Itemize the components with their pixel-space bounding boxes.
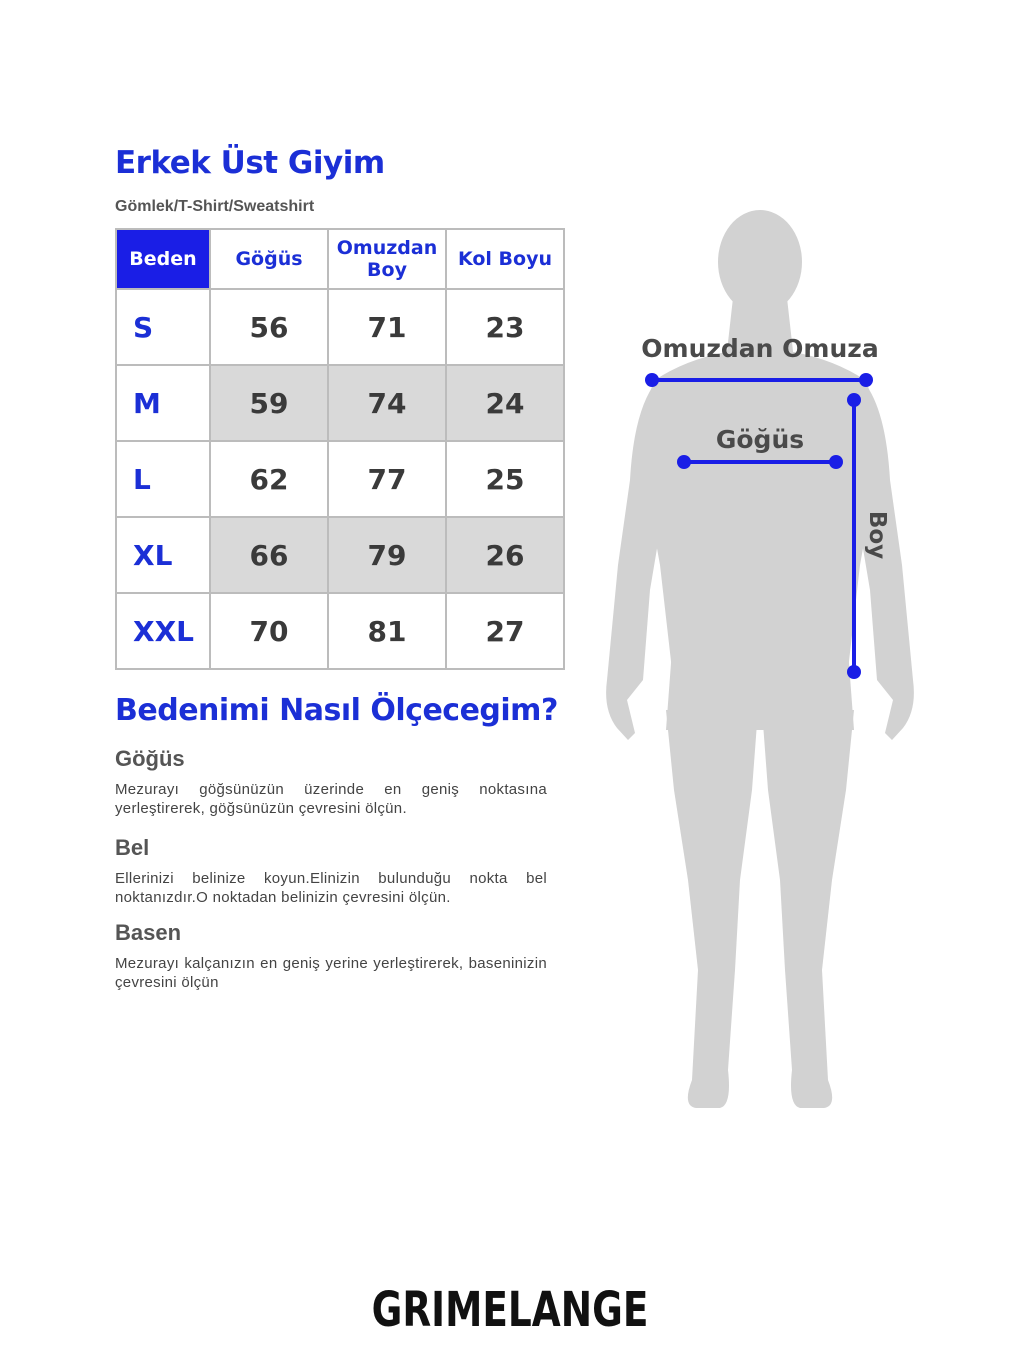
- size-cell: XL: [116, 517, 210, 593]
- page-title: Erkek Üst Giyim: [115, 145, 385, 181]
- size-cell: XXL: [116, 593, 210, 669]
- column-header-omuzdan-boy: Omuzdan Boy: [328, 229, 446, 289]
- kol-boyu-cell: 24: [446, 365, 564, 441]
- table-row: [116, 517, 564, 593]
- bel-description: Ellerinizi belinize koyun.Elinizin bulunduğu nokta bel noktanızdır.O noktadan belinizin çevresini ölçün.: [115, 870, 547, 906]
- size-cell: S: [116, 289, 210, 365]
- table-row: [116, 441, 564, 517]
- size-cell: L: [116, 441, 210, 517]
- chest-label: Göğüs: [715, 425, 805, 454]
- omuzdan-boy-cell: 71: [328, 289, 446, 365]
- omuzdan-boy-cell: 81: [328, 593, 446, 669]
- column-header-kol-boyu: Kol Boyu: [446, 229, 564, 289]
- gogus-cell: 56: [210, 289, 328, 365]
- gogus-heading: Göğüs: [115, 746, 185, 771]
- gogus-cell: 70: [210, 593, 328, 669]
- shoulder-label: Omuzdan Omuza: [641, 334, 879, 363]
- omuzdan-boy-cell: 74: [328, 365, 446, 441]
- gogus-description: Mezurayı göğsünüzün üzerinde en geniş noktasına yerleştirerek, göğsünüzün çevresini ölçün.: [115, 781, 547, 817]
- basen-description: Mezurayı kalçanızın en geniş yerine yerleştirerek, baseninizin çevresini ölçün: [115, 955, 547, 991]
- table-header-row: [116, 229, 564, 289]
- brand-logo: GRIMELANGE: [371, 1282, 649, 1338]
- basen-heading: Basen: [115, 920, 182, 945]
- gogus-cell: 66: [210, 517, 328, 593]
- size-cell: M: [116, 365, 210, 441]
- kol-boyu-cell: 26: [446, 517, 564, 593]
- table-row: [116, 365, 564, 441]
- column-header-beden: Beden: [116, 229, 210, 289]
- size-table: [115, 228, 565, 670]
- gogus-cell: 59: [210, 365, 328, 441]
- bel-heading: Bel: [115, 835, 150, 860]
- omuzdan-boy-cell: 77: [328, 441, 446, 517]
- body-measurement-figure: [590, 210, 930, 1120]
- omuzdan-boy-cell: 79: [328, 517, 446, 593]
- kol-boyu-cell: 23: [446, 289, 564, 365]
- table-row: [116, 593, 564, 669]
- page-subtitle: Gömlek/T-Shirt/Sweatshirt: [115, 198, 315, 215]
- gogus-cell: 62: [210, 441, 328, 517]
- table-row: [116, 289, 564, 365]
- kol-boyu-cell: 25: [446, 441, 564, 517]
- kol-boyu-cell: 27: [446, 593, 564, 669]
- column-header-gogus: Göğüs: [210, 229, 328, 289]
- length-label: Boy: [864, 510, 890, 560]
- measure-guide-title: Bedenimi Nasıl Ölçecegim?: [115, 693, 558, 728]
